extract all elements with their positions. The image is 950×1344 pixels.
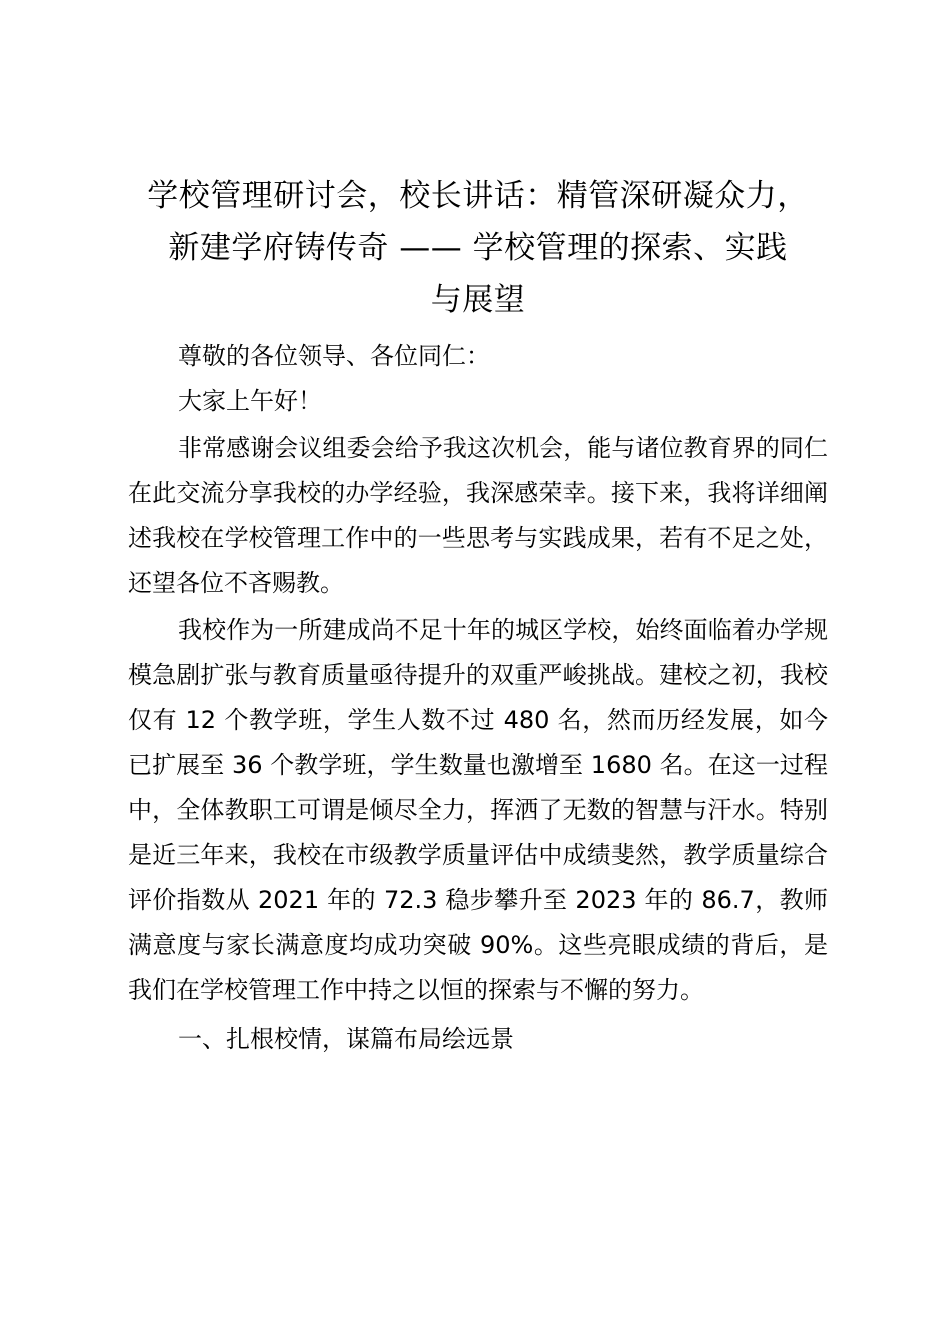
salutation: 尊敬的各位领导、各位同仁： <box>178 342 490 370</box>
paragraph-school-overview: 我校作为一所建成尚不足十年的城区学校，始终面临着办学规模急剧扩张与教育质量亟待提升的双重严峻挑战。建校之初，我校仅有 12 个教学班，学生人数不过 480 名，然而历经发展，如今已扩展至 36 个教学班，学生数量也激增至 1680 名。在这一过程中，全体教职工可谓是倾尽全力，挥洒了无数的智慧与汗水。特别是近三年来，我校在市级教学质量评估中成绩斐然，教学质量综合评价指数从 2021 年的 72.3 稳步攀升至 2023 年的 86.7，教师满意度与家长满意度均成功突破 90%。这些亮眼成绩的背后，是我们在学校管理工作中持之以恒的探索与不懈的努力。 <box>128 616 828 1004</box>
document-body <box>128 170 828 1062</box>
paragraph-thanks: 非常感谢会议组委会给予我这次机会，能与诸位教育界的同仁在此交流分享我校的办学经验，我深感荣幸。接下来，我将详细阐述我校在学校管理工作中的一些思考与实践成果，若有不足之处，还望各位不吝赐教。 <box>128 434 828 597</box>
greeting: 大家上午好！ <box>178 387 322 415</box>
title-line-2: 新建学府铸传奇 —— 学校管理的探索、实践 <box>168 230 788 266</box>
title-line-3: 与展望 <box>430 282 526 318</box>
title-line-1: 学校管理研讨会，校长讲话：精管深研凝众力， <box>147 178 809 214</box>
document-title <box>128 170 828 326</box>
section-heading: 一、扎根校情，谋篇布局绘远景 <box>178 1025 514 1053</box>
